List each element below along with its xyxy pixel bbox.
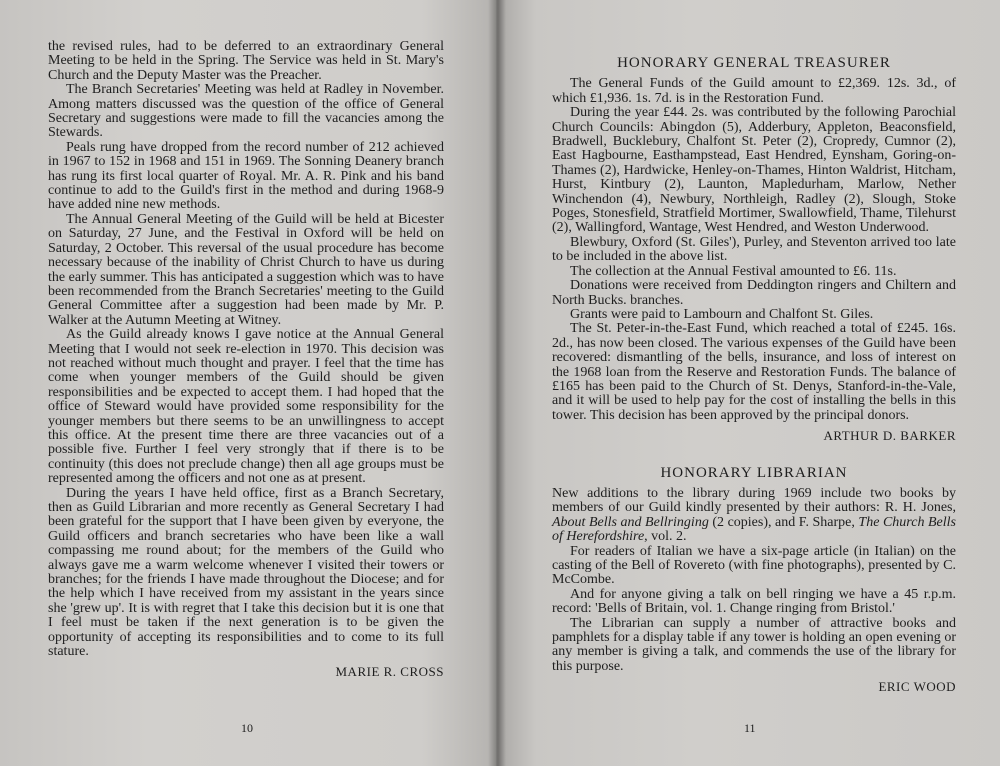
- treasurer-paragraph-5: Donations were received from Deddington ringers and Chiltern and North Bucks. branches.: [552, 278, 956, 308]
- librarian-signature: ERIC WOOD: [878, 679, 956, 695]
- librarian-paragraph-3: And for anyone giving a talk on bell ringing we have a 45 r.p.m. record: 'Bells of Britain, vol. 1. Change ringing from Bristol.': [552, 586, 956, 617]
- treasurer-paragraph-4: The collection at the Annual Festival amounted to £6. 11s.: [570, 263, 897, 279]
- treasurer-signature: ARTHUR D. BARKER: [823, 428, 956, 444]
- left-paragraph-6: During the years I have held office, first as a Branch Secretary, then as Guild Librarian and more recently as General Secretary I had been grateful for the support that I have been given by everyone, the Guild officers and branch secretaries who have been like a wall compassing me round about; for the members of the Guild who always gave me a warm welcome whenever I visited their towers or branches; for the friends I have made throughout the Diocese; and for the help which I have received from my assistant in the years since she 'grew up'. It is with regret that I take this decision but it is one that I feel must be taken if the next generation is to be given the opportunity of accepting its responsibilities and to come to its full stature.: [48, 485, 444, 660]
- librarian-heading: HONORARY LIBRARIAN: [660, 464, 848, 481]
- left-page: [0, 0, 496, 766]
- left-paragraph-4: The Annual General Meeting of the Guild will be held at Bicester on Saturday, 27 June, and the Festival in Oxford will be held on Saturday, 2 October. This reversal of the usual procedure has become necessary because of the inability of Christ Church to have us during the early summer. This has anticipated a suggestion which was to have been recommended from the Branch Secretaries' meeting to the Guild General Committee after a suggestion had been made by Mr. P. Walker at the Autumn Meeting at Witney.: [48, 211, 444, 328]
- book-gutter-shadow: [488, 0, 506, 766]
- librarian-paragraph-1: [552, 487, 956, 545]
- right-page: [496, 0, 1000, 766]
- left-paragraph-1: the revised rules, had to be deferred to an extraordinary General Meeting to be held in the Spring. The Service was held in St. Mary's Church and the Deputy Master was the Preacher.: [48, 39, 444, 83]
- librarian-paragraph-4: The Librarian can supply a number of attractive books and pamphlets for a display table if any tower is holding an open evening or any member is giving a talk, and commends the use of the library for this purpose.: [552, 615, 956, 674]
- right-page-number: 11: [744, 721, 756, 735]
- left-paragraph-2: The Branch Secretaries' Meeting was held at Radley in November. Among matters discussed was the question of the office of General Secretary and suggestions were made to fill the vacancies among the Stewards.: [48, 82, 444, 141]
- treasurer-paragraph-6: Grants were paid to Lambourn and Chalfont St. Giles.: [570, 306, 874, 322]
- librarian-section: [552, 466, 956, 695]
- left-paragraph-3: Peals rung have dropped from the record number of 212 achieved in 1967 to 152 in 1968 and 151 in 1969. The Sonning Deanery branch has rung its first local quarter of Royal. Mr. A. R. Pink and his band continue to add to the Guild's first in the method and during 1968-9 have added nine new methods.: [48, 139, 444, 213]
- left-page-number: 10: [241, 721, 253, 735]
- librarian-paragraph-2: For readers of Italian we have a six-page article (in Italian) on the casting of the Bell of Rovereto (with fine photographs), presented by C. McCombe.: [552, 543, 956, 588]
- treasurer-paragraph-2: During the year £44. 2s. was contributed by the following Parochial Church Councils: Abingdon (5), Adderbury, Appleton, Beaconsfield, Bradwell, Bucklebury, Chalfont St. Peter (2), Cropredy, Cumnor (2), East Hagbourne, Easthampstead, East Hendred, Eynsham, Goring-on-Thames (2), Hardwicke, Henley-on-Thames, Hinton Waldrist, Hitcham, Hurst, Kintbury (2), Launton, Mapledurham, Marlow, Nether Winchendon (4), Newbury, Northleigh, Radley (2), Slough, Stoke Poges, Stonesfield, Stratfield Mortimer, Swallowfield, Thame, Tilehurst (2), Wallingford, Wantage, West Hendred, and Weston Underwood.: [552, 105, 956, 236]
- treasurer-heading: HONORARY GENERAL TREASURER: [617, 55, 891, 71]
- left-signature: MARIE R. CROSS: [335, 664, 444, 680]
- treasurer-paragraph-3: Blewbury, Oxford (St. Giles'), Purley, and Steventon arrived too late to be included in the above list.: [552, 234, 956, 265]
- treasurer-paragraph-7: The St. Peter-in-the-East Fund, which reached a total of £245. 16s. 2d., has now been closed. The various expenses of the Guild have been recovered: dismantling of the bells, insurance, and loss of interest on the 1968 loan from the Reserve and Restoration Funds. The balance of £165 has been paid to the Church of St. Denys, Stanford-in-the-Vale, and it will be used to help pay for the cost of installing the bells in this tower. This decision has been approved by the principal donors.: [552, 321, 956, 423]
- book-title-about-bells: About Bells and Bellringing: [552, 514, 709, 530]
- left-page-text: [48, 40, 444, 680]
- librarian-paragraph-1-part-b: (2 copies), and F. Sharpe,: [708, 514, 859, 530]
- librarian-paragraph-1-part-c: , vol. 2.: [644, 529, 687, 545]
- book-title-church-bells-herefordshire: The Church Bells of Herefordshire: [552, 514, 956, 545]
- treasurer-section: [552, 56, 956, 444]
- left-paragraph-5: As the Guild already knows I gave notice at the Annual General Meeting that I would not seek re-election in 1970. This decision was not reached without much thought and prayer. I feel that the time has come when younger members of the Guild should be given responsibilities and be expected to accept them. I had hoped that the office of Steward would have provided some responsibility for the younger members but there seems to be an unwillingness to accept this office. At the present time there are three vacancies out of a possible five. Further I feel very strongly that if there is to be continuity (this does not preclude change) then all age groups must be represented among the officers and not one as at present.: [48, 327, 444, 487]
- right-page-text: [552, 56, 956, 695]
- librarian-paragraph-1-part-a: New additions to the library during 1969 include two books by members of our Guild kindly presented by their authors: R. H. Jones,: [552, 485, 956, 516]
- treasurer-paragraph-1: The General Funds of the Guild amount to £2,369. 12s. 3d., of which £1,936. 1s. 7d. is in the Restoration Fund.: [552, 76, 956, 106]
